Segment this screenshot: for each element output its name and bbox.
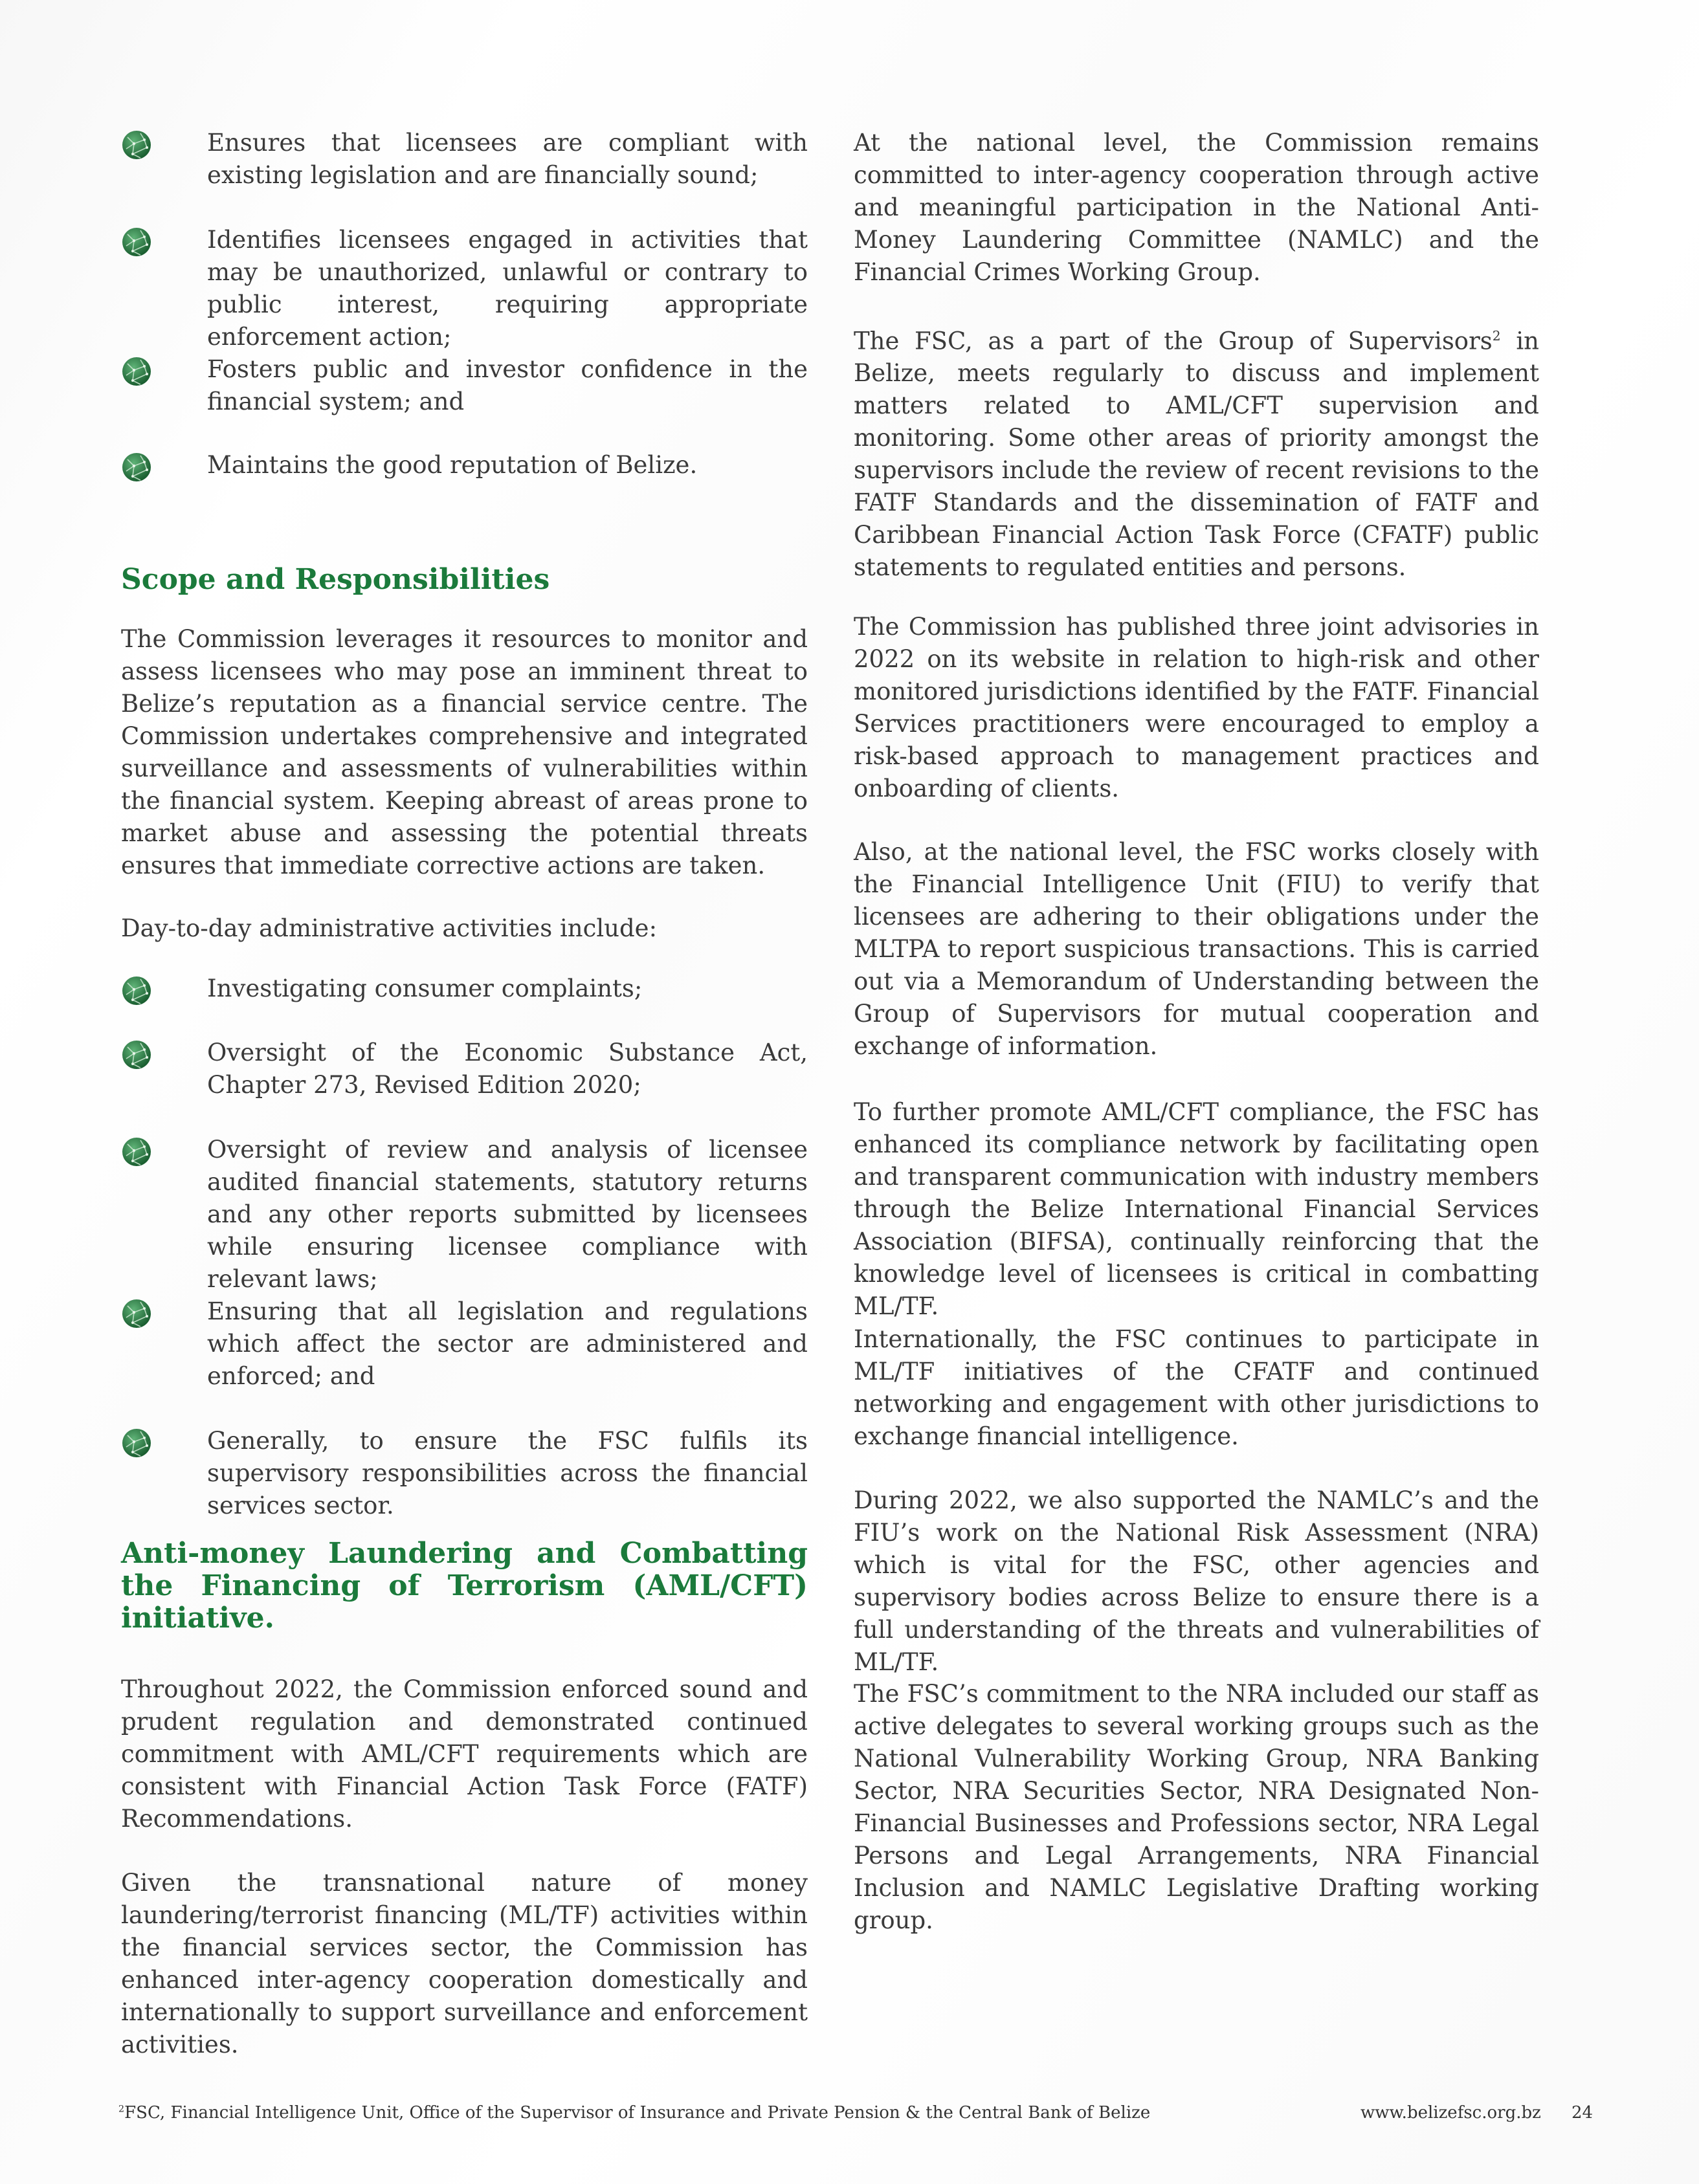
list-item-text: Generally, to ensure the FSC fulfils its supervisory responsibilities across the financial services sector. (207, 1427, 808, 1519)
paragraph: At the national level, the Commission remains committed to inter-agency cooperation through active and meaningful participation in the National Anti-Money Laundering Committee (NAMLC) and the Financial Crimes Working Group. (854, 129, 1539, 286)
list-item-text: Investigating consumer complaints; (207, 975, 643, 1002)
footnote-mark: 2 (118, 2104, 125, 2115)
globe-bullet-icon (121, 226, 152, 258)
page-number: 24 (1571, 2103, 1594, 2123)
section-heading-aml: Anti-money Laundering and Combatting the Financing of Terrorism (AML/CFT) initiative. (121, 1537, 808, 1635)
paragraph: Internationally, the FSC continues to participate in ML/TF initiatives of the CFATF and continued networking and engagement with other jurisdictions to exchange financial intelligence. (854, 1325, 1539, 1450)
list-item-text: Identifies licensees engaged in activities that may be unauthorized, unlawful or contrary to public interest, requiring appropriate enforcement action; (207, 226, 808, 351)
paragraph: The FSC’s commitment to the NRA included our staff as active delegates to several working groups such as the National Vulnerability Working Group, NRA Banking Sector, NRA Securities Sector, NRA Designated Non-Financial Businesses and Professions sector, NRA Legal Persons and Legal Arrangements, NRA Financial Inclusion and NAMLC Legislative Drafting working group. (854, 1680, 1539, 1934)
footnote-ref: 2 (1492, 328, 1501, 344)
globe-bullet-icon (121, 1136, 152, 1167)
list-item (121, 1425, 808, 1522)
section-heading-scope: Scope and Responsibilities (121, 563, 550, 596)
list-item-text: Oversight of the Economic Substance Act, Chapter 273, Revised Edition 2020; (207, 1039, 808, 1099)
paragraph (854, 320, 1539, 584)
paragraph: During 2022, we also supported the NAMLC’s and the FIU’s work on the National Risk Assessment (NRA) which is vital for the FSC, other agencies and supervisory bodies across Belize to ensure there is a full understanding of the threats and vulnerabilities of ML/TF. (854, 1486, 1539, 1676)
list-item (121, 1037, 808, 1101)
globe-bullet-icon (121, 356, 152, 387)
aml-paragraph: Throughout 2022, the Commission enforced sound and prudent regulation and demonstrated continued commitment with AML/CFT requirements which are consistent with Financial Action Task Force (FATF) Recommendations. (121, 1675, 808, 1833)
scope-paragraph: The Commission leverages it resources to monitor and assess licensees who may pose an imminent threat to Belize’s reputation as a financial service centre. The Commission undertakes comprehensive and integrated surveillance and assessments of vulnerabilities within the financial system. Keeping abreast of areas prone to market abuse and assessing the potential threats ensures that immediate corrective actions are taken. (121, 625, 808, 879)
aml-paragraph: Given the transnational nature of money laundering/terrorist financing (ML/TF) activities within the financial services sector, the Commission has enhanced inter-agency cooperation domestically and internationally to support surveillance and enforcement activities. (121, 1869, 808, 2058)
list-item (121, 1296, 808, 1393)
list-item-text: Ensuring that all legislation and regulations which affect the sector are administered and enforced; and (207, 1297, 808, 1390)
paragraph: The Commission has published three joint advisories in 2022 on its website in relation to high-risk and other monitored jurisdictions identified by the FATF. Financial Services practitioners were encouraged to employ a risk-based approach to management practices and onboarding of clients. (854, 613, 1539, 802)
globe-bullet-icon (121, 1428, 152, 1459)
globe-bullet-icon (121, 1298, 152, 1329)
paragraph: To further promote AML/CFT compliance, the FSC has enhanced its compliance network by facilitating open and transparent communication with industry members through the Belize International Financial Services Association (BIFSA), continually reinforcing that the knowledge level of licensees is critical in combatting ML/TF. (854, 1098, 1539, 1320)
footnote (118, 2103, 1150, 2123)
list-item-text: Oversight of review and analysis of licensee audited financial statements, statutory returns and any other reports submitted by licensees while ensuring licensee compliance with relevant laws; (207, 1136, 808, 1293)
list-item (121, 224, 808, 353)
paragraph-text: in Belize, meets regularly to discuss and implement matters related to AML/CFT supervision and monitoring. Some other areas of priority amongst the supervisors include the review of recent revisions to the FATF Standards and the dissemination of FATF and Caribbean Financial Action Task Force (CFATF) public statements to regulated entities and persons. (854, 327, 1539, 582)
paragraph: Also, at the national level, the FSC works closely with the Financial Intelligence Unit (FIU) to verify that licensees are adhering to their obligations under the MLTPA to report suspicious transactions. This is carried out via a Memorandum of Understanding between the Group of Supervisors for mutual cooperation and exchange of information. (854, 838, 1539, 1060)
globe-bullet-icon (121, 1039, 152, 1070)
list-item (121, 1134, 808, 1296)
list-item (121, 973, 808, 1005)
list-item (121, 127, 808, 192)
list-item-text: Fosters public and investor confidence in the financial system; and (207, 355, 808, 415)
footnote-text: FSC, Financial Intelligence Unit, Office of the Supervisor of Insurance and Private Pension & the Central Bank of Belize (124, 2103, 1151, 2123)
globe-bullet-icon (121, 129, 152, 160)
list-item-text: Maintains the good reputation of Belize. (207, 451, 698, 479)
list-item-text: Ensures that licensees are compliant with existing legislation and are financially sound; (207, 129, 808, 189)
globe-bullet-icon (121, 975, 152, 1006)
activities-intro: Day-to-day administrative activities include: (121, 914, 658, 942)
list-item (121, 353, 808, 418)
paragraph-text: The FSC, as a part of the Group of Supervisors (854, 327, 1493, 355)
list-item (121, 449, 808, 481)
globe-bullet-icon (121, 452, 152, 483)
website-link[interactable]: www.belizefsc.org.bz (1360, 2103, 1541, 2123)
